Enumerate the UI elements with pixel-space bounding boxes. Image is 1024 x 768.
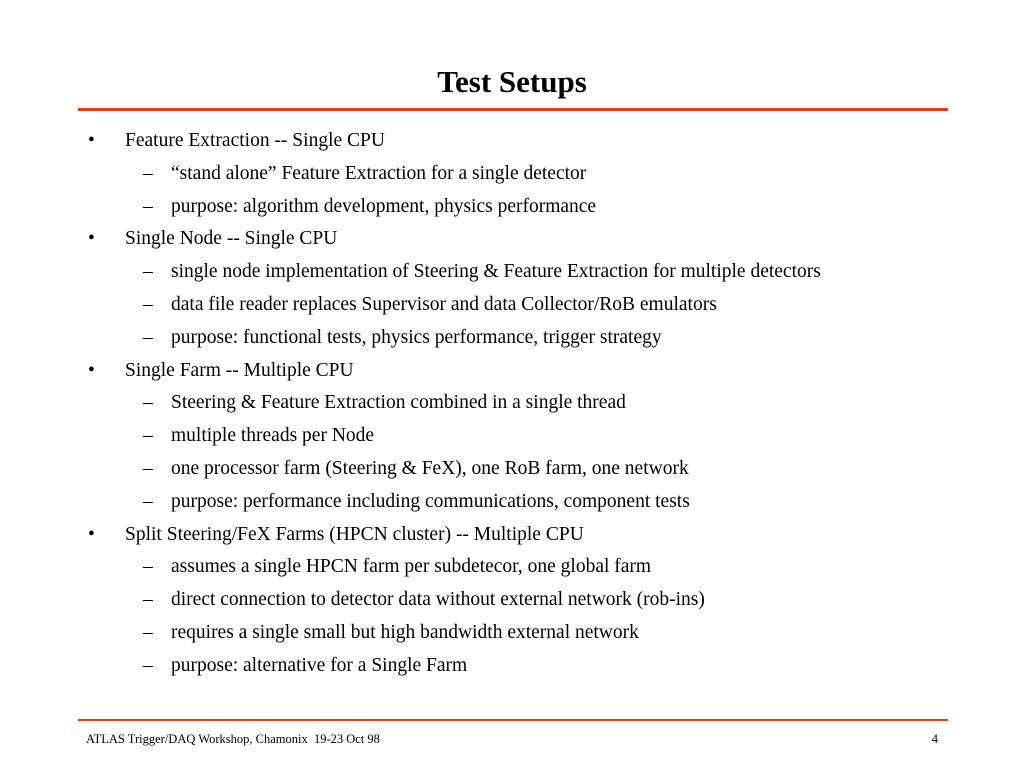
bullet-item xyxy=(0,125,1024,158)
sub-bullet-marker: – xyxy=(143,621,153,643)
sub-bullet-text: direct connection to detector data without external network (rob-ins) xyxy=(171,589,705,611)
bullet-text: Single Node -- Single CPU xyxy=(125,228,338,250)
sub-bullet-item xyxy=(0,453,1024,486)
sub-bullet-item xyxy=(0,584,1024,617)
sub-bullet-item xyxy=(0,387,1024,420)
sub-bullet-item xyxy=(0,486,1024,519)
sub-bullet-item xyxy=(0,191,1024,224)
footer-text: ATLAS Trigger/DAQ Workshop, Chamonix 19-23 Oct 98 xyxy=(86,732,380,746)
sub-bullet-marker: – xyxy=(143,293,153,315)
sub-bullet-item xyxy=(0,158,1024,191)
sub-bullet-text: “stand alone” Feature Extraction for a single detector xyxy=(171,162,587,184)
sub-bullet-marker: – xyxy=(143,425,153,447)
sub-bullet-text: purpose: alternative for a Single Farm xyxy=(171,654,468,676)
sub-bullet-text: requires a single small but high bandwidth external network xyxy=(171,621,639,643)
bullet-text: Single Farm -- Multiple CPU xyxy=(125,359,354,381)
sub-bullet-marker: – xyxy=(143,457,153,479)
sub-bullet-marker: – xyxy=(143,261,153,283)
sub-bullet-item xyxy=(0,289,1024,322)
bullet-item xyxy=(0,355,1024,388)
sub-bullet-item xyxy=(0,322,1024,355)
bullet-text: Feature Extraction -- Single CPU xyxy=(125,130,385,151)
sub-bullet-text: multiple threads per Node xyxy=(171,425,375,447)
sub-bullet-text: one processor farm (Steering & FeX), one RoB farm, one network xyxy=(171,457,689,479)
sub-bullet-item xyxy=(0,650,1024,683)
bullet-marker: • xyxy=(88,228,95,250)
sub-bullet-text: purpose: algorithm development, physics performance xyxy=(171,195,597,217)
bullet-text: Split Steering/FeX Farms (HPCN cluster) -- Multiple CPU xyxy=(125,523,584,545)
bullet-marker: • xyxy=(88,130,95,151)
bullet-item xyxy=(0,223,1024,256)
sub-bullet-item xyxy=(0,551,1024,584)
sub-bullet-marker: – xyxy=(143,490,153,512)
sub-bullet-marker: – xyxy=(143,326,153,348)
sub-bullet-text: purpose: performance including communications, component tests xyxy=(171,490,690,512)
sub-bullet-marker: – xyxy=(143,654,153,676)
sub-bullet-marker: – xyxy=(143,392,153,414)
sub-bullet-text: purpose: functional tests, physics performance, trigger strategy xyxy=(171,326,662,348)
title-divider xyxy=(78,108,948,111)
sub-bullet-item xyxy=(0,617,1024,650)
sub-bullet-text: Steering & Feature Extraction combined in a single thread xyxy=(171,392,626,414)
bullet-item xyxy=(0,519,1024,552)
footer-divider xyxy=(78,719,948,721)
sub-bullet-marker: – xyxy=(143,589,153,611)
bullet-marker: • xyxy=(88,359,95,381)
sub-bullet-text: single node implementation of Steering & Feature Extraction for multiple detectors xyxy=(171,261,821,283)
sub-bullet-item xyxy=(0,256,1024,289)
sub-bullet-text: data file reader replaces Supervisor and data Collector/RoB emulators xyxy=(171,293,717,315)
sub-bullet-item xyxy=(0,420,1024,453)
sub-bullet-marker: – xyxy=(143,556,153,578)
sub-bullet-marker: – xyxy=(143,195,153,217)
page-number: 4 xyxy=(931,732,938,746)
page-title: Test Setups xyxy=(437,64,587,99)
bullet-marker: • xyxy=(88,523,95,545)
sub-bullet-text: assumes a single HPCN farm per subdetecor, one global farm xyxy=(171,556,652,578)
bullet-list xyxy=(0,125,1024,683)
sub-bullet-marker: – xyxy=(143,162,153,184)
